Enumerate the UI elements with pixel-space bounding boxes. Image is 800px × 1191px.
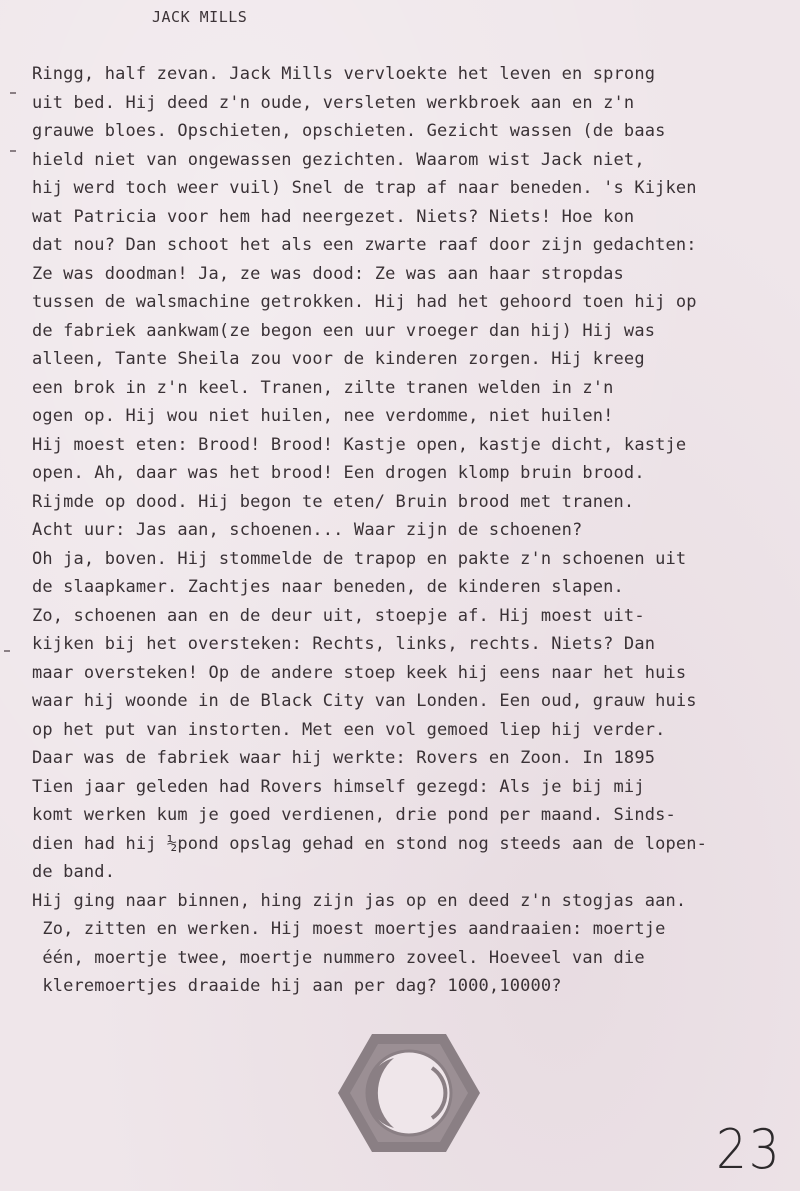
margin-mark bbox=[4, 650, 10, 652]
text-line: de fabriek aankwam(ze begon een uur vroeger dan hij) Hij was bbox=[32, 320, 656, 341]
text-line: hij werd toch weer vuil) Snel de trap af naar beneden. 's Kijken bbox=[32, 178, 697, 198]
text-line: de band. bbox=[32, 862, 116, 882]
text-line: Rijmde op dood. Hij begon te eten/ Bruin brood met tranen. bbox=[32, 491, 635, 512]
text-line: tussen de walsmachine getrokken. Hij had het gehoord toen hij op bbox=[32, 292, 697, 312]
text-line: grauwe bloes. Opschieten, opschieten. Gezicht wassen (de baas bbox=[32, 121, 666, 141]
text-line: kijken bij het oversteken: Rechts, links, rechts. Niets? Dan bbox=[32, 634, 656, 654]
text-line: Tien jaar geleden had Rovers himself gezegd: Als je bij mij bbox=[32, 776, 645, 797]
text-line: open. Ah, daar was het brood! Een drogen klomp bruin brood. bbox=[32, 463, 645, 483]
text-line: één, moertje twee, moertje nummero zoveel. Hoeveel van die bbox=[32, 947, 645, 968]
text-line: dien had hij ½pond opslag gehad en stond nog steeds aan de lopen- bbox=[32, 833, 708, 854]
text-line: Zo, zitten en werken. Hij moest moertjes aandraaien: moertje bbox=[32, 919, 666, 939]
story-title: JACK MILLS bbox=[152, 8, 248, 26]
margin-mark bbox=[10, 92, 16, 94]
text-line: kleremoertjes draaide hij aan per dag? 1000,10000? bbox=[32, 976, 562, 996]
text-line: uit bed. Hij deed z'n oude, versleten werkbroek aan en z'n bbox=[32, 92, 635, 113]
text-line: wat Patricia voor hem had neergezet. Niets? Niets! Hoe kon bbox=[32, 206, 635, 227]
text-line: Hij ging naar binnen, hing zijn jas op en deed z'n stogjas aan. bbox=[32, 890, 687, 911]
text-line: waar hij woonde in de Black City van Londen. Een oud, grauw huis bbox=[32, 691, 697, 711]
text-line: op het put van instorten. Met een vol gemoed liep hij verder. bbox=[32, 719, 666, 740]
text-line: maar oversteken! Op de andere stoep keek hij eens naar het huis bbox=[32, 662, 687, 683]
margin-mark bbox=[10, 150, 16, 152]
text-line: ogen op. Hij wou niet huilen, nee verdomme, niet huilen! bbox=[32, 406, 614, 426]
text-line: hield niet van ongewassen gezichten. Waarom wist Jack niet, bbox=[32, 149, 645, 170]
page-number: 23 bbox=[716, 1118, 782, 1181]
text-line: komt werken kum je goed verdienen, drie pond per maand. Sinds- bbox=[32, 805, 676, 825]
text-line: Daar was de fabriek waar hij werkte: Rovers en Zoon. In 1895 bbox=[32, 748, 656, 768]
text-line: alleen, Tante Sheila zou voor de kinderen zorgen. Hij kreeg bbox=[32, 349, 645, 369]
text-line: een brok in z'n keel. Tranen, zilte tranen welden in z'n bbox=[32, 377, 614, 398]
text-line: Ze was doodman! Ja, ze was dood: Ze was aan haar stropdas bbox=[32, 263, 624, 284]
text-line: Hij moest eten: Brood! Brood! Kastje open, kastje dicht, kastje bbox=[32, 434, 687, 455]
text-line: Zo, schoenen aan en de deur uit, stoepje af. Hij moest uit- bbox=[32, 605, 645, 626]
text-line: Ringg, half zevan. Jack Mills vervloekte het leven en sprong bbox=[32, 64, 656, 84]
text-line: dat nou? Dan schoot het als een zwarte raaf door zijn gedachten: bbox=[32, 235, 697, 255]
text-line: de slaapkamer. Zachtjes naar beneden, de kinderen slapen. bbox=[32, 577, 624, 597]
hex-nut-icon bbox=[336, 1030, 482, 1156]
story-body bbox=[32, 60, 707, 1001]
text-line: Oh ja, boven. Hij stommelde de trapop en pakte z'n schoenen uit bbox=[32, 548, 687, 569]
text-line: Acht uur: Jas aan, schoenen... Waar zijn de schoenen? bbox=[32, 520, 583, 540]
